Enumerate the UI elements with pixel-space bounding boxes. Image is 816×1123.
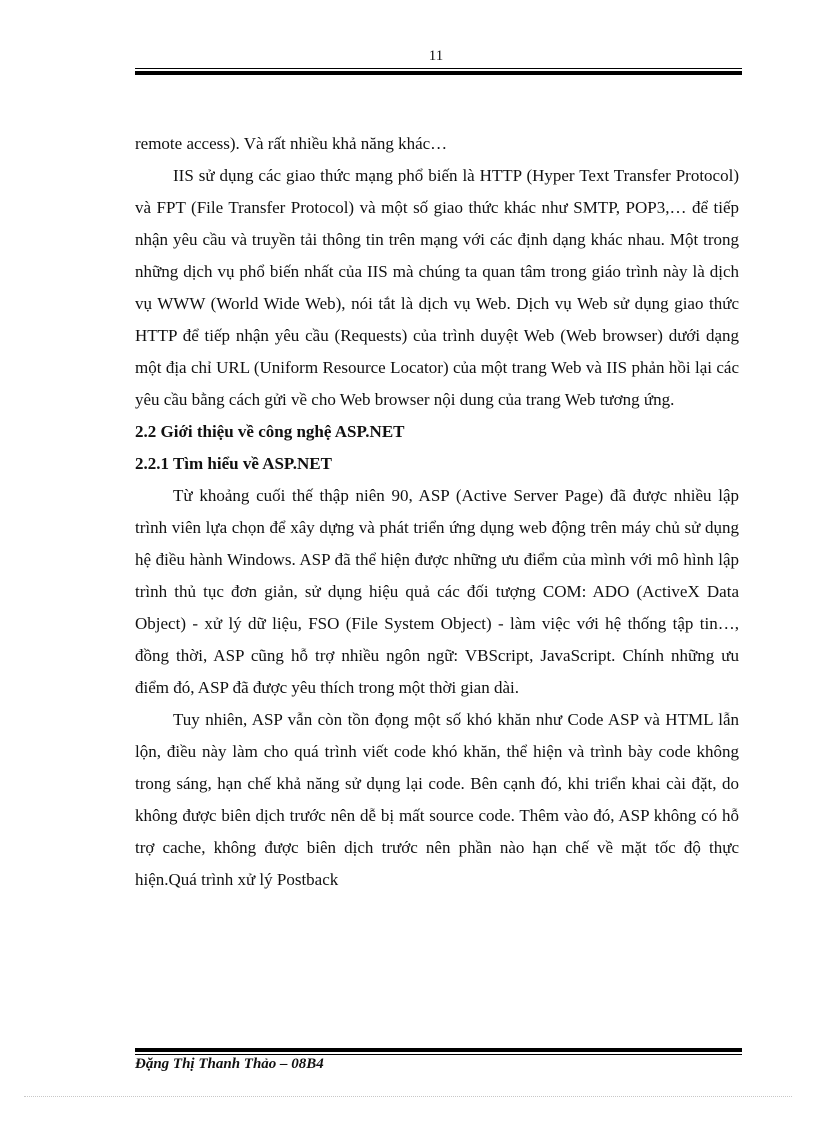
section-heading-2-2-1: 2.2.1 Tìm hiểu về ASP.NET — [135, 454, 332, 473]
footer-author: Đặng Thị Thanh Thảo – 08B4 — [135, 1056, 324, 1072]
section-heading-2-2: 2.2 Giới thiệu về công nghệ ASP.NET — [135, 422, 405, 441]
document-body — [135, 128, 739, 896]
paragraph-asp-history: Từ khoảng cuối thế thập niên 90, ASP (Active Server Page) đã được nhiều lập trình viên lựa chọn để xây dựng và phát triển ứng dụng web động trên máy chủ sử dụng hệ điều hành Windows. ASP đã thể hiện được những ưu điểm của mình với mô hình lập trình thủ tục đơn giản, sử dụng hiệu quả các đối tượng COM: ADO (ActiveX Data Object) - xử lý dữ liệu, FSO (File System Object) - làm việc với hệ thống tập tin…, đồng thời, ASP cũng hỗ trợ nhiều ngôn ngữ: VBScript, JavaScript. Chính những ưu điểm đó, ASP đã được yêu thích trong một thời gian dài. — [135, 486, 739, 697]
page-bottom-edge — [24, 1096, 792, 1097]
footer-rule-thick — [135, 1048, 742, 1052]
header-rule-thin — [135, 68, 742, 69]
paragraph-iis-protocols: IIS sử dụng các giao thức mạng phổ biến là HTTP (Hyper Text Transfer Protocol) và FPT (File Transfer Protocol) và một số giao thức khác như SMTP, POP3,… để tiếp nhận yêu cầu và truyền tải thông tin trên mạng với các định dạng khác nhau. Một trong những dịch vụ phổ biến nhất của IIS mà chúng ta quan tâm trong giáo trình này là dịch vụ WWW (World Wide Web), nói tắt là dịch vụ Web. Dịch vụ Web sử dụng giao thức HTTP để tiếp nhận yêu cầu (Requests) của trình duyệt Web (Web browser) dưới dạng một địa chỉ URL (Uniform Resource Locator) của một trang Web và IIS phản hồi lại các yêu cầu bằng cách gửi về cho Web browser nội dung của trang Web tương ứng. — [135, 166, 739, 409]
page-number: 11 — [428, 48, 444, 64]
paragraph-continuation: remote access). Và rất nhiều khả năng khác… — [135, 134, 448, 153]
paragraph-asp-limitations: Tuy nhiên, ASP vẫn còn tồn đọng một số khó khăn như Code ASP và HTML lẫn lộn, điều này làm cho quá trình viết code khó khăn, thể hiện và trình bày code không trong sáng, hạn chế khả năng sử dụng lại code. Bên cạnh đó, khi triển khai cài đặt, do không được biên dịch trước nên dễ bị mất source code. Thêm vào đó, ASP không có hỗ trợ cache, không được biên dịch trước nên phần nào hạn chế về mặt tốc độ thực hiện.Quá trình xử lý Postback — [135, 710, 739, 889]
header-rule-thick — [135, 71, 742, 75]
footer-rule-thin — [135, 1054, 742, 1055]
